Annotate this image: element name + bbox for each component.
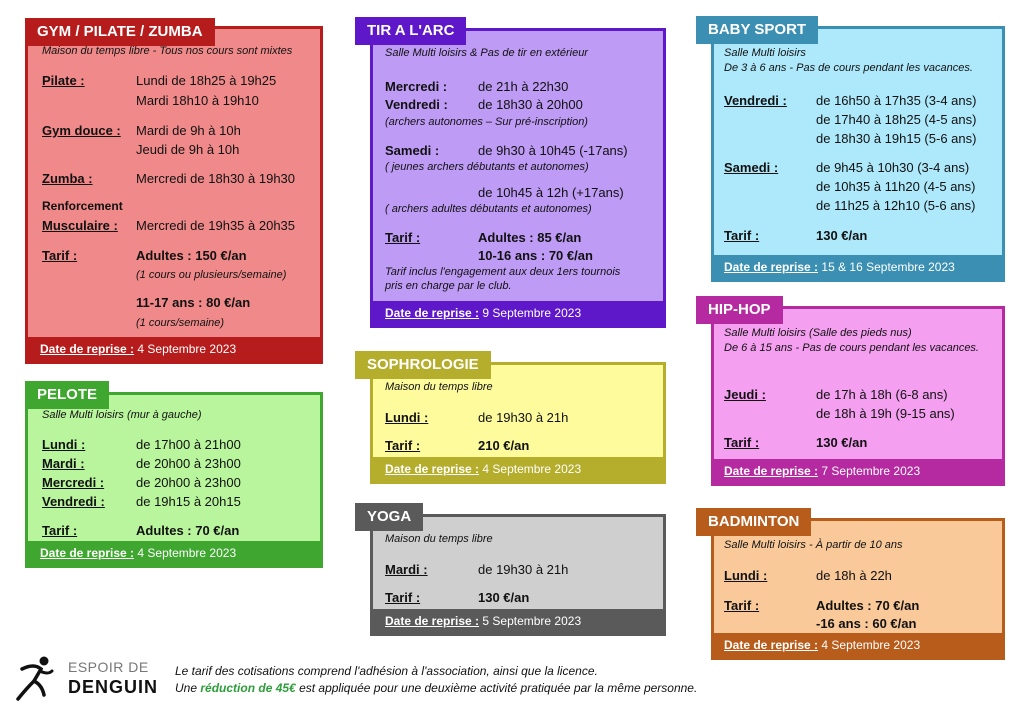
badminton-lundi-label: Lundi : <box>724 568 768 583</box>
yoga-reprise-date: 5 Septembre 2023 <box>482 614 582 628</box>
hiphop-tarif-label: Tarif : <box>724 435 760 450</box>
tir-vendredi-value: de 18h30 à 20h00 <box>478 97 583 112</box>
renforcement-line: Mercredi de 19h35 à 20h35 <box>136 218 296 233</box>
pelote-tarif-value: Adultes : 70 €/an <box>136 523 240 538</box>
hiphop-reprise-date: 7 Septembre 2023 <box>821 464 921 478</box>
gym-tarif-label: Tarif : <box>42 248 78 263</box>
sophro-subtitle: Maison du temps libre <box>385 381 493 393</box>
pelote-vendredi-value: de 19h15 à 20h15 <box>136 494 241 509</box>
yoga-tarif-label: Tarif : <box>385 590 421 605</box>
tir-vendredi-label: Vendredi : <box>385 97 448 112</box>
badminton-card <box>708 513 1005 660</box>
baby-vendredi-1: de 16h50 à 17h35 (3-4 ans) <box>816 93 977 108</box>
sophro-reprise <box>373 457 663 481</box>
pelote-lundi-label: Lundi : <box>42 437 86 452</box>
tir-note-autonomes: (archers autonomes – Sur pré-inscription) <box>385 116 588 128</box>
pilate-line-1: Lundi de 18h25 à 19h25 <box>136 73 277 88</box>
sophro-title: SOPHROLOGIE <box>355 351 491 379</box>
renforcement-label: Renforcement <box>42 199 123 213</box>
hiphop-card <box>708 301 1005 486</box>
hiphop-jeudi-label: Jeudi : <box>724 387 766 402</box>
footer-line-2-start: Une <box>175 681 201 695</box>
gym-tarif-jeunes: 11-17 ans : 80 €/an <box>136 295 251 310</box>
baby-samedi-3: de 11h25 à 12h10 (5-6 ans) <box>816 198 976 213</box>
hiphop-subtitle-1: Salle Multi loisirs (Salle des pieds nus) <box>724 327 912 339</box>
pelote-reprise-date: 4 Septembre 2023 <box>137 546 237 560</box>
tir-reprise <box>373 301 663 325</box>
baby-reprise <box>714 255 1002 279</box>
footer-line-2 <box>175 681 697 695</box>
footer-reduction: réduction de 45€ <box>200 681 296 695</box>
sophro-lundi-value: de 19h30 à 21h <box>478 410 569 425</box>
baby-subtitle-2: De 3 à 6 ans - Pas de cours pendant les vacances. <box>724 62 973 74</box>
hiphop-jeudi-2: de 18h à 19h (9-15 ans) <box>816 406 955 421</box>
yoga-mardi-label: Mardi : <box>385 562 428 577</box>
hiphop-reprise <box>714 459 1002 483</box>
pelote-mercredi-value: de 20h00 à 23h00 <box>136 475 241 490</box>
gym-douce-line-2: Jeudi de 9h à 10h <box>136 142 240 157</box>
tir-samedi-value-2: de 10h45 à 12h (+17ans) <box>478 185 624 200</box>
badminton-tarif-label: Tarif : <box>724 598 760 613</box>
baby-reprise-date: 15 & 16 Septembre 2023 <box>821 260 955 274</box>
runner-icon <box>14 655 56 701</box>
logo-text-2: DENGUIN <box>68 677 159 697</box>
gym-card <box>25 23 323 364</box>
yoga-title: YOGA <box>355 503 423 531</box>
yoga-reprise <box>373 609 663 633</box>
pelote-card <box>25 386 323 568</box>
baby-tarif-label: Tarif : <box>724 228 760 243</box>
pelote-title: PELOTE <box>25 381 109 409</box>
tir-tarif-adultes: Adultes : 85 €/an <box>478 230 582 245</box>
tir-note-tournois-2: pris en charge par le club. <box>385 280 512 292</box>
baby-vendredi-label: Vendredi : <box>724 93 787 108</box>
gym-tarif-jeunes-note: (1 cours/semaine) <box>136 317 225 329</box>
baby-samedi-label: Samedi : <box>724 160 779 175</box>
gym-douce-line-1: Mardi de 9h à 10h <box>136 123 241 138</box>
gym-reprise-label: Date de reprise : <box>40 342 135 356</box>
badminton-title: BADMINTON <box>696 508 811 536</box>
sophro-lundi-label: Lundi : <box>385 410 429 425</box>
logo-text-1: ESPOIR DE <box>68 659 149 675</box>
tir-samedi-label: Samedi : <box>385 143 440 158</box>
sophro-tarif-value: 210 €/an <box>478 438 530 453</box>
tir-card <box>367 22 666 328</box>
baby-vendredi-2: de 17h40 à 18h25 (4-5 ans) <box>816 112 977 127</box>
badminton-tarif-adultes: Adultes : 70 €/an <box>816 598 920 613</box>
tir-tarif-label: Tarif : <box>385 230 421 245</box>
pelote-subtitle: Salle Multi loisirs (mur à gauche) <box>42 409 202 421</box>
tir-note-adultes: ( archers adultes débutants et autonomes) <box>385 203 592 215</box>
yoga-reprise-label: Date de reprise : <box>385 614 480 628</box>
pelote-mardi-label: Mardi : <box>42 456 85 471</box>
pelote-mardi-value: de 20h00 à 23h00 <box>136 456 241 471</box>
gym-douce-label: Gym douce : <box>42 123 121 138</box>
badminton-reprise <box>714 633 1002 657</box>
club-logo <box>14 655 159 705</box>
sophro-reprise-date: 4 Septembre 2023 <box>482 462 582 476</box>
baby-samedi-2: de 10h35 à 11h20 (4-5 ans) <box>816 179 976 194</box>
pelote-vendredi-label: Vendredi : <box>42 494 105 509</box>
footer-line-1: Le tarif des cotisations comprend l'adhésion à l'association, ainsi que la licence. <box>175 664 598 678</box>
zumba-line: Mercredi de 18h30 à 19h30 <box>136 171 296 186</box>
baby-vendredi-3: de 18h30 à 19h15 (5-6 ans) <box>816 131 977 146</box>
baby-reprise-label: Date de reprise : <box>724 260 819 274</box>
gym-tarif-adultes: Adultes : 150 €/an <box>136 248 247 263</box>
baby-title: BABY SPORT <box>696 16 818 44</box>
gym-reprise <box>28 337 320 361</box>
gym-reprise-date: 4 Septembre 2023 <box>137 342 237 356</box>
baby-samedi-1: de 9h45 à 10h30 (3-4 ans) <box>816 160 970 175</box>
tir-reprise-label: Date de reprise : <box>385 306 480 320</box>
footer-line-2-end: est appliquée pour une deuxième activité pratiquée par la même personne. <box>295 681 698 695</box>
baby-subtitle-1: Salle Multi loisirs <box>724 47 806 59</box>
pelote-reprise-label: Date de reprise : <box>40 546 135 560</box>
pelote-mercredi-label: Mercredi : <box>42 475 105 490</box>
hiphop-subtitle-2: De 6 à 15 ans - Pas de cours pendant les vacances. <box>724 342 979 354</box>
yoga-card <box>367 508 666 636</box>
tir-subtitle: Salle Multi loisirs & Pas de tir en extérieur <box>385 47 588 59</box>
badminton-reprise-label: Date de reprise : <box>724 638 819 652</box>
zumba-label: Zumba : <box>42 171 93 186</box>
yoga-tarif-value: 130 €/an <box>478 590 530 605</box>
pelote-tarif-label: Tarif : <box>42 523 78 538</box>
pelote-reprise <box>28 541 320 565</box>
musculaire-label: Musculaire : <box>42 218 118 233</box>
gym-subtitle: Maison du temps libre - Tous nos cours sont mixtes <box>42 45 293 57</box>
tir-samedi-value-1: de 9h30 à 10h45 (-17ans) <box>478 143 628 158</box>
tir-mercredi-label: Mercredi : <box>385 79 448 94</box>
sophro-reprise-label: Date de reprise : <box>385 462 480 476</box>
baby-tarif-value: 130 €/an <box>816 228 868 243</box>
sophro-card <box>367 356 666 484</box>
badminton-tarif-jeunes: -16 ans : 60 €/an <box>816 616 917 631</box>
badminton-reprise-date: 4 Septembre 2023 <box>821 638 921 652</box>
baby-card <box>708 21 1005 282</box>
tir-mercredi-value: de 21h à 22h30 <box>478 79 569 94</box>
pilate-line-2: Mardi 18h10 à 19h10 <box>136 93 259 108</box>
tir-title: TIR A L'ARC <box>355 17 466 45</box>
pilate-label: Pilate : <box>42 73 85 88</box>
tir-note-jeunes: ( jeunes archers débutants et autonomes) <box>385 161 589 173</box>
hiphop-tarif-value: 130 €/an <box>816 435 868 450</box>
tir-tarif-jeunes: 10-16 ans : 70 €/an <box>478 248 593 263</box>
tir-note-tournois-1: Tarif inclus l'engagement aux deux 1ers tournois <box>385 266 621 278</box>
sophro-tarif-label: Tarif : <box>385 438 421 453</box>
tir-reprise-date: 9 Septembre 2023 <box>482 306 582 320</box>
yoga-mardi-value: de 19h30 à 21h <box>478 562 569 577</box>
yoga-subtitle: Maison du temps libre <box>385 533 493 545</box>
hiphop-title: HIP-HOP <box>696 296 783 324</box>
badminton-subtitle: Salle Multi loisirs - À partir de 10 ans <box>724 539 903 551</box>
badminton-lundi-value: de 18h à 22h <box>816 568 892 583</box>
hiphop-reprise-label: Date de reprise : <box>724 464 819 478</box>
gym-title: GYM / PILATE / ZUMBA <box>25 18 215 46</box>
hiphop-jeudi-1: de 17h à 18h (6-8 ans) <box>816 387 948 402</box>
pelote-lundi-value: de 17h00 à 21h00 <box>136 437 241 452</box>
gym-tarif-adultes-note: (1 cours ou plusieurs/semaine) <box>136 269 287 281</box>
